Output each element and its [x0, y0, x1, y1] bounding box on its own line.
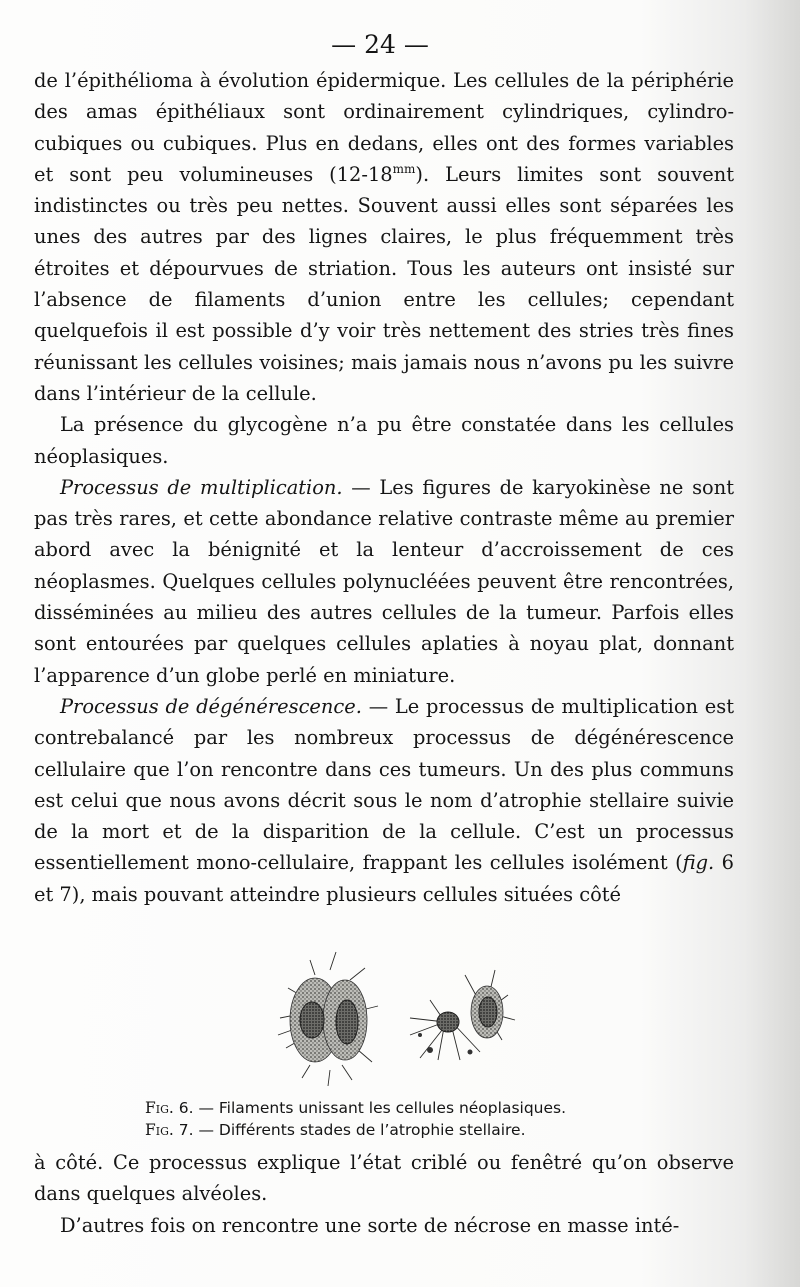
caption-fig-7 — [145, 1119, 665, 1141]
paragraph-epithelium — [34, 65, 734, 409]
paragraph-multiplication — [34, 472, 734, 691]
figure-cell-illustration — [270, 940, 520, 1090]
caption-label: Fig. — [145, 1121, 174, 1139]
figure-captions — [145, 1097, 665, 1141]
section-heading-multiplication: Processus de multiplication. — [60, 475, 343, 499]
text-block-top — [34, 65, 734, 910]
paragraph-text: D’autres fois on rencontre une sorte de nécrose en masse inté- — [60, 1213, 680, 1237]
paragraph-necrosis — [34, 1210, 734, 1241]
unit-superscript: mm — [392, 161, 416, 176]
paragraph-text: La présence du glycogène n’a pu être constatée dans les cellules néoplasiques. — [34, 413, 734, 468]
paragraph-text: 6 et 7), mais pouvant atteindre plusieurs cellules situées côté — [34, 851, 734, 906]
paragraph-degeneration — [34, 691, 734, 910]
section-heading-degeneration: Processus de dégénérescence. — [60, 694, 362, 718]
text-block-bottom — [34, 1147, 734, 1241]
paragraph-text: à côté. Ce processus explique l’état criblé ou fenêtré qu’on observe dans quelques alvéoles. — [34, 1151, 734, 1206]
figure-6-cells — [278, 952, 378, 1086]
paragraph-text: — Les figures de karyokinèse ne sont pas très rares, et cette abondance relative contraste même au premier abord avec la bénignité et la lenteur d’accroissement de ces néoplasmes. Quelques cellules polynucléées peuvent être rencontrées, disséminées au milieu des autres cellules de la tumeur. Parfois elles sont entourées par quelques cellules aplaties à noyau plat, donnant l’apparence d’un globe perlé en miniature. — [34, 475, 734, 687]
page-number: — 24 — — [331, 30, 429, 59]
caption-label: Fig. — [145, 1099, 174, 1117]
paragraph-text: — Le processus de multiplication est contrebalancé par les nombreux processus de dégénérescence cellulaire que l’on rencontre dans ces tumeurs. Un des plus communs est celui que nous avons décrit sous le nom d’atrophie stellaire suivie de la mort et de la disparition de la cellule. C’est un processus essentiellement mono-cellulaire, frappant les cellules isolément ( — [34, 694, 735, 875]
paragraph-glycogen — [34, 409, 734, 472]
figure-7-cells — [410, 970, 515, 1060]
caption-text: 7. — Différents stades de l’atrophie stellaire. — [173, 1121, 526, 1139]
figure-reference: fig. — [682, 851, 715, 875]
caption-text: 6. — Filaments unissant les cellules néoplasiques. — [173, 1099, 567, 1117]
paragraph-continuation — [34, 1147, 734, 1210]
paragraph-text: de l’épithélioma à évolution épidermique. Les cellules de la périphérie des amas épithéliaux sont ordinairement cylindriques, cylindro-cubiques ou cubiques. Plus en dedans, elles ont des formes variables et sont peu volumineuses (12-18 — [34, 69, 734, 186]
paragraph-text: ). Leurs limites sont souvent indistinctes ou très peu nettes. Souvent aussi elles sont séparées les unes des autres par des lignes claires, le plus fréquemment très étroites et dépourvues de striation. Tous les auteurs ont insisté sur l’absence de filaments d’union entre les cellules; cependant quelquefois il est possible d’y voir très nettement des stries très fines réunissant les cellules voisines; mais jamais nous n’avons pu les suivre dans l’intérieur de la cellule. — [34, 162, 734, 405]
caption-fig-6 — [145, 1097, 665, 1119]
